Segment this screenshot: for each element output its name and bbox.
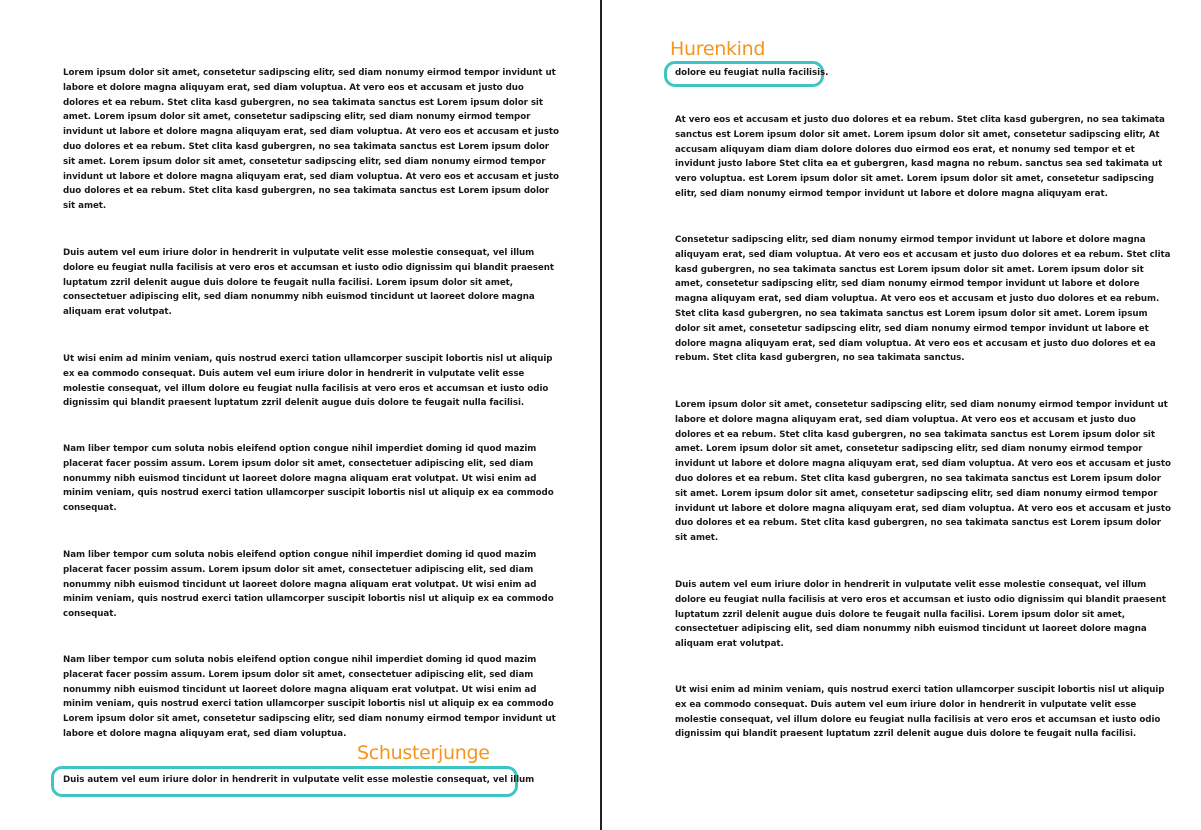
text-line: placerat facer possim assum. Lorem ipsum dolor sit amet, consectetuer adipiscing elit, sed diam bbox=[63, 458, 534, 469]
text-line: minim veniam, quis nostrud exerci tation ullamcorper suscipit lobortis nisl ut aliquip ex ea commodo bbox=[63, 699, 554, 710]
text-line: consectetuer adipiscing elit, sed diam nonummy nibh euismod tincidunt ut laoreet dolore magna bbox=[675, 624, 1147, 635]
text-line: amet. Lorem ipsum dolor sit amet, consetetur sadipscing elitr, sed diam nonumy eirmod tempor bbox=[675, 444, 1143, 455]
right-page bbox=[602, 0, 1201, 830]
left-paragraph-4 bbox=[63, 442, 554, 516]
text-line: dignissim qui blandit praesent luptatum zzril delenit augue duis dolore te feugait nulla facilisi. bbox=[63, 398, 525, 409]
text-line: ex ea commodo consequat. Duis autem vel eum iriure dolor in hendrerit in vulputate velit esse bbox=[63, 368, 525, 379]
text-line: Ut wisi enim ad minim veniam, quis nostrud exerci tation ullamcorper suscipit lobortis nisl ut aliquip bbox=[675, 685, 1165, 695]
text-line: dignissim qui blandit praesent luptatum zzril delenit augue duis dolore te feugait nulla facilisi. bbox=[675, 729, 1137, 740]
text-line: molestie consequat, vel illum dolore eu feugiat nulla facilisis at vero eros et accumsan et iusto odio bbox=[63, 383, 549, 394]
text-line: invidunt justo labore Stet clita ea et gubergren, kasd magna no rebum. sanctus sea sed takimata ut bbox=[675, 159, 1163, 170]
left-paragraph-3 bbox=[63, 352, 552, 411]
text-line: amet. Lorem ipsum dolor sit amet, consetetur sadipscing elitr, sed diam nonumy eirmod tempor bbox=[63, 112, 531, 123]
text-line: Nam liber tempor cum soluta nobis eleifend option congue nihil imperdiet doming id quod mazim bbox=[63, 444, 537, 454]
text-line: invidunt ut labore et dolore magna aliquyam erat, sed diam voluptua. At vero eos et accusam et justo bbox=[63, 127, 559, 138]
text-line: aliquam erat volutpat. bbox=[63, 307, 172, 318]
left-paragraph-2 bbox=[63, 246, 554, 320]
text-line: placerat facer possim assum. Lorem ipsum dolor sit amet, consectetuer adipiscing elit, sed diam bbox=[63, 564, 534, 575]
text-line: minim veniam, quis nostrud exerci tation ullamcorper suscipit lobortis nisl ut aliquip ex ea commodo bbox=[63, 594, 554, 605]
text-line: sit amet. Lorem ipsum dolor sit amet, consetetur sadipscing elitr, sed diam nonumy eirmod tempor bbox=[675, 488, 1158, 499]
text-line: magna aliquyam erat, sed diam voluptua. At vero eos et accusam et justo duo dolores et ea rebum. bbox=[675, 294, 1160, 305]
text-line: elitr, sed diam nonumy eirmod tempor invidunt ut labore et dolore magna aliquyam erat. bbox=[675, 188, 1108, 199]
text-line: accusam aliquyam diam diam dolore dolores duo eirmod eos erat, et nonumy sed tempor et et bbox=[675, 144, 1135, 155]
right-paragraph-3 bbox=[675, 398, 1171, 546]
text-line: sit amet. Lorem ipsum dolor sit amet, consetetur sadipscing elitr, sed diam nonumy eirmod tempor bbox=[63, 156, 546, 167]
text-line: duo dolores et ea rebum. Stet clita kasd gubergren, no sea takimata sanctus est Lorem ipsum dolor bbox=[63, 141, 550, 152]
text-line: labore et dolore magna aliquyam erat, sed diam voluptua. bbox=[63, 728, 347, 739]
right-paragraph-5 bbox=[675, 683, 1164, 742]
text-line: Lorem ipsum dolor sit amet, consetetur sadipscing elitr, sed diam nonumy eirmod tempor invidunt ut bbox=[63, 714, 556, 725]
text-line: minim veniam, quis nostrud exerci tation ullamcorper suscipit lobortis nisl ut aliquip ex ea commodo bbox=[63, 488, 554, 499]
text-line: nonummy nibh euismod tincidunt ut laoreet dolore magna aliquam erat volutpat. Ut wisi enim ad bbox=[63, 579, 537, 590]
text-line: dolores et ea rebum. Stet clita kasd gubergren, no sea takimata sanctus est Lorem ipsum dolor sit bbox=[675, 429, 1155, 440]
text-line: aliquam erat volutpat. bbox=[675, 639, 784, 650]
text-line: dolore magna aliquyam erat, sed diam voluptua. At vero eos et accusam et justo duo dolores et ea bbox=[675, 338, 1156, 349]
text-line: Consetetur sadipscing elitr, sed diam nonumy eirmod tempor invidunt ut labore et dolore magna bbox=[675, 235, 1146, 245]
right-paragraph-1 bbox=[675, 113, 1165, 202]
text-line: luptatum zzril delenit augue duis dolore te feugait nulla facilisi. Lorem ipsum dolor sit amet, bbox=[63, 277, 514, 288]
right-paragraph-4 bbox=[675, 578, 1166, 652]
text-line: dolores et ea rebum. Stet clita kasd gubergren, no sea takimata sanctus est Lorem ipsum dolor sit bbox=[63, 97, 543, 108]
left-page bbox=[0, 0, 600, 830]
hurenkind-label: Hurenkind bbox=[670, 38, 766, 60]
text-line: Nam liber tempor cum soluta nobis eleifend option congue nihil imperdiet doming id quod mazim bbox=[63, 655, 537, 665]
text-line: rebum. Stet clita kasd gubergren, no sea takimata sanctus. bbox=[675, 353, 965, 364]
text-line: Duis autem vel eum iriure dolor in hendrerit in vulputate velit esse molestie consequat, vel illum bbox=[63, 248, 535, 258]
left-paragraph-5 bbox=[63, 548, 554, 622]
text-line: dolore eu feugiat nulla facilisis at vero eros et accumsan et iusto odio dignissim qui blandit praesent bbox=[63, 262, 554, 273]
text-line: sit amet. bbox=[63, 201, 107, 212]
text-line: dolore eu feugiat nulla facilisis at vero eros et accumsan et iusto odio dignissim qui blandit praesent bbox=[675, 594, 1166, 605]
schusterjunge-label: Schusterjunge bbox=[357, 742, 490, 764]
left-paragraph-1 bbox=[63, 66, 559, 214]
hurenkind-line: dolore eu feugiat nulla facilisis. bbox=[675, 68, 829, 78]
text-line: invidunt ut labore et dolore magna aliquyam erat, sed diam voluptua. At vero eos et accusam et justo bbox=[675, 459, 1171, 470]
text-line: consequat. bbox=[63, 609, 117, 620]
text-line: aliquyam erat, sed diam voluptua. At vero eos et accusam et justo duo dolores et ea rebum. Stet clita bbox=[675, 249, 1171, 260]
text-line: consequat. bbox=[63, 503, 117, 514]
text-line: molestie consequat, vel illum dolore eu feugiat nulla facilisis at vero eros et accumsan et iusto odio bbox=[675, 714, 1161, 725]
text-line: nonummy nibh euismod tincidunt ut laoreet dolore magna aliquam erat volutpat. Ut wisi enim ad bbox=[63, 473, 537, 484]
text-line: sit amet. bbox=[675, 533, 719, 544]
text-line: kasd gubergren, no sea takimata sanctus est Lorem ipsum dolor sit amet. Lorem ipsum dolor sit bbox=[675, 264, 1144, 275]
text-line: duo dolores et ea rebum. Stet clita kasd gubergren, no sea takimata sanctus est Lorem ipsum dolor bbox=[675, 473, 1162, 484]
text-line: Lorem ipsum dolor sit amet, consetetur sadipscing elitr, sed diam nonumy eirmod tempor invidunt ut bbox=[63, 68, 556, 78]
text-line: Ut wisi enim ad minim veniam, quis nostrud exerci tation ullamcorper suscipit lobortis nisl ut aliquip bbox=[63, 354, 553, 364]
text-line: dolor sit amet, consetetur sadipscing elitr, sed diam nonumy eirmod tempor invidunt ut labore et bbox=[675, 323, 1149, 334]
left-paragraph-6 bbox=[63, 653, 556, 742]
text-line: amet, consetetur sadipscing elitr, sed diam nonumy eirmod tempor invidunt ut labore et dolore bbox=[675, 279, 1140, 290]
text-line: labore et dolore magna aliquyam erat, sed diam voluptua. At vero eos et accusam et justo duo bbox=[63, 82, 524, 93]
text-line: sanctus est Lorem ipsum dolor sit amet. Lorem ipsum dolor sit amet, consetetur sadipscing elitr, At bbox=[675, 129, 1160, 140]
text-line: invidunt ut labore et dolore magna aliquyam erat, sed diam voluptua. At vero eos et accusam et justo bbox=[63, 171, 559, 182]
right-paragraph-2 bbox=[675, 233, 1170, 366]
schusterjunge-line: Duis autem vel eum iriure dolor in hendrerit in vulputate velit esse molestie consequat, vel illum bbox=[63, 775, 535, 785]
text-line: vero voluptua. est Lorem ipsum dolor sit amet. Lorem ipsum dolor sit amet, consetetur sadipscing bbox=[675, 174, 1154, 185]
text-line: luptatum zzril delenit augue duis dolore te feugait nulla facilisi. Lorem ipsum dolor sit amet, bbox=[675, 609, 1126, 620]
text-line: Nam liber tempor cum soluta nobis eleifend option congue nihil imperdiet doming id quod mazim bbox=[63, 550, 537, 560]
text-line: duo dolores et ea rebum. Stet clita kasd gubergren, no sea takimata sanctus est Lorem ipsum dolor bbox=[63, 186, 550, 197]
text-line: ex ea commodo consequat. Duis autem vel eum iriure dolor in hendrerit in vulputate velit esse bbox=[675, 699, 1137, 710]
text-line: consectetuer adipiscing elit, sed diam nonummy nibh euismod tincidunt ut laoreet dolore magna bbox=[63, 292, 535, 303]
text-line: placerat facer possim assum. Lorem ipsum dolor sit amet, consectetuer adipiscing elit, sed diam bbox=[63, 669, 534, 680]
text-line: duo dolores et ea rebum. Stet clita kasd gubergren, no sea takimata sanctus est Lorem ipsum dolor bbox=[675, 518, 1162, 529]
text-line: At vero eos et accusam et justo duo dolores et ea rebum. Stet clita kasd gubergren, no sea takimata bbox=[675, 115, 1165, 125]
text-line: invidunt ut labore et dolore magna aliquyam erat, sed diam voluptua. At vero eos et accusam et justo bbox=[675, 503, 1171, 514]
text-line: nonummy nibh euismod tincidunt ut laoreet dolore magna aliquam erat volutpat. Ut wisi enim ad bbox=[63, 684, 537, 695]
text-line: labore et dolore magna aliquyam erat, sed diam voluptua. At vero eos et accusam et justo duo bbox=[675, 414, 1136, 425]
text-line: Lorem ipsum dolor sit amet, consetetur sadipscing elitr, sed diam nonumy eirmod tempor invidunt ut bbox=[675, 400, 1168, 410]
text-line: Duis autem vel eum iriure dolor in hendrerit in vulputate velit esse molestie consequat, vel illum bbox=[675, 580, 1147, 590]
text-line: Stet clita kasd gubergren, no sea takimata sanctus est Lorem ipsum dolor sit amet. Lorem ipsum bbox=[675, 308, 1148, 319]
